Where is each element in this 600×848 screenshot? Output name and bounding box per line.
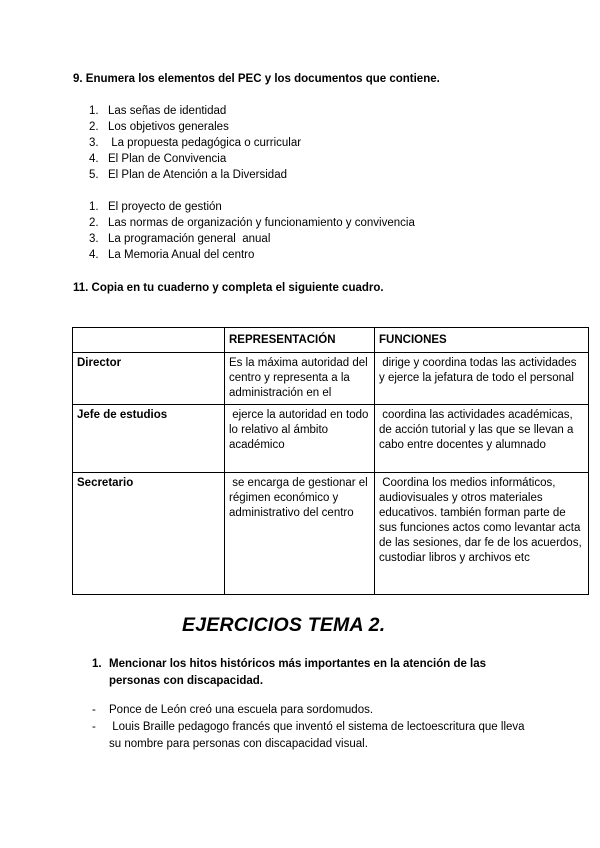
- bullet-text: Ponce de León creó una escuela para sordomudos.: [109, 704, 374, 716]
- list-item: 1. Las señas de identidad: [89, 105, 227, 117]
- representacion-cell: [225, 405, 375, 473]
- role-cell: Secretario: [73, 473, 225, 595]
- section-title-tema-2: EJERCICIOS TEMA 2.: [182, 614, 386, 636]
- funciones-cell: [375, 353, 589, 405]
- question-11-title: 11. Copia en tu cuaderno y completa el siguiente cuadro.: [73, 282, 384, 294]
- bullet-item: [92, 719, 532, 753]
- table-row: [73, 353, 589, 405]
- list-item: 4. El Plan de Convivencia: [89, 153, 227, 165]
- funciones-cell: [375, 405, 589, 473]
- bullet-text: Louis Braille pedagogo francés que inventó el sistema de lectoescritura que lleva su nombre para personas con discapacidad visual.: [109, 721, 528, 750]
- representacion-cell: [225, 353, 375, 405]
- question-number: 1.: [92, 658, 102, 670]
- list-item: 2. Los objetivos generales: [89, 121, 229, 133]
- role-cell: Jefe de estudios: [73, 405, 225, 473]
- cell-text: Coordina los medios informáticos, audiovisuales y otros materiales educativos. también forman parte de sus funciones actos como levantar acta de las sesiones, dar fe de los acuerdos, custodiar libros y archivos etc: [379, 477, 585, 564]
- table-row: [73, 405, 589, 473]
- list-item: 5. El Plan de Atención a la Diversidad: [89, 169, 287, 181]
- list-item: 3. La propuesta pedagógica o curricular: [89, 137, 302, 149]
- header-funciones: FUNCIONES: [375, 328, 589, 353]
- tema2-question-1: [92, 656, 522, 690]
- cell-text: dirige y coordina todas las actividades y ejerce la jefatura de todo el personal: [379, 357, 580, 384]
- cell-text: Es la máxima autoridad del centro y representa a la administración en el: [229, 357, 368, 399]
- dash-marker: -: [92, 721, 96, 733]
- dash-marker: -: [92, 704, 96, 716]
- bullet-item: [92, 702, 532, 719]
- list-item: 3. La programación general anual: [89, 233, 271, 245]
- list-item: 2. Las normas de organización y funcionamiento y convivencia: [89, 217, 415, 229]
- funciones-cell: [375, 473, 589, 595]
- roles-table: [72, 327, 589, 595]
- question-9-title: 9. Enumera los elementos del PEC y los documentos que contiene.: [73, 73, 440, 85]
- header-representacion: REPRESENTACIÓN: [225, 328, 375, 353]
- list-item: 1. El proyecto de gestión: [89, 201, 222, 213]
- cell-text: ejerce la autoridad en todo lo relativo al ámbito académico: [229, 409, 372, 451]
- question-text: Mencionar los hitos históricos más importantes en la atención de las personas con discapacidad.: [109, 658, 487, 687]
- cell-text: coordina las actividades académicas, de acción tutorial y las que se llevan a cabo entre docentes y alumnado: [379, 409, 577, 451]
- header-cell-empty: [73, 328, 225, 353]
- table-header-row: [73, 328, 589, 353]
- list-item: 4. La Memoria Anual del centro: [89, 249, 255, 261]
- role-cell: Director: [73, 353, 225, 405]
- representacion-cell: [225, 473, 375, 595]
- cell-text: se encarga de gestionar el régimen económico y administrativo del centro: [229, 477, 371, 519]
- table-row: [73, 473, 589, 595]
